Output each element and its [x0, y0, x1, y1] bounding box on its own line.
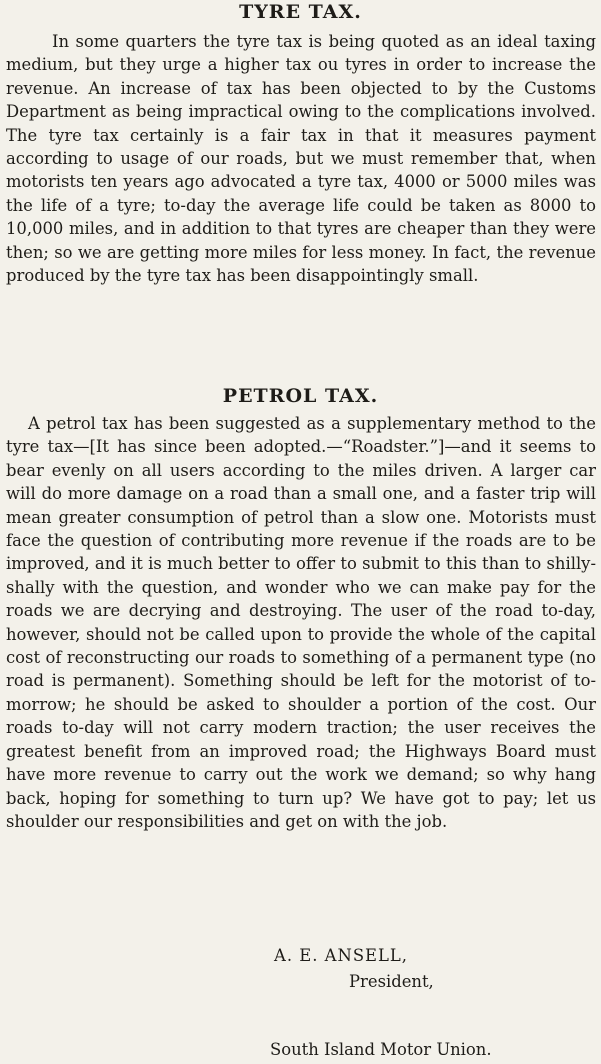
paragraph-tyre-tax: In some quarters the tyre tax is being quoted as an ideal taxing medium, but they urge a higher tax ou tyres in order to increase the revenue. An increase of tax has been objected to by the Customs Department as being impractical owing to the complications involved. The tyre tax certainly is a fair tax in that it measures payment according to usage of our roads, but we must remember that, when motorists ten years ago advocated a tyre tax, 4000 or 5000 miles was the life of a tyre; to-day the average life could be taken as 8000 to 10,000 miles, and in addition to that tyres are cheaper than they were then; so we are getting more miles for less money. In fact, the revenue produced by the tyre tax has been disappointingly small. [6, 32, 596, 286]
paragraph-petrol-tax: A petrol tax has been suggested as a supplementary method to the tyre tax—[It has since been adopted.—“Roadster.”]—and it seems to bear evenly on all users according to the miles driven. A larger car will do more damage on a road than a small one, and a faster trip will mean greater consumption of petrol than a slow one. Motorists must face the question of contributing more revenue if the roads are to be improved, and it is much better to offer to submit to this than to shilly-shally with the question, and wonder who we can make pay for the roads we are decrying and destroying. The user of the road to-day, however, should not be called upon to provide the whole of the capital cost of reconstructing our roads to something of a permanent type (no road is permanent). Something should be left for the motorist of to-morrow; he should be asked to shoulder a portion of the cost. Our roads to-day will not carry modern traction; the user receives the greatest benefit from an improved road; the Highways Board must have more revenue to carry out the work we demand; so why hang back, hoping for something to turn up? We have got to pay; let us shoulder our responsibilities and get on with the job. [6, 414, 596, 831]
section-title-petrol-tax: PETROL TAX. [222, 385, 379, 407]
signature-name: A. E. ANSELL, [274, 946, 408, 965]
section-title-tyre-tax: TYRE TAX. [239, 1, 362, 23]
signature-title: President, [349, 972, 434, 991]
signature-organization: South Island Motor Union. [270, 1040, 492, 1059]
